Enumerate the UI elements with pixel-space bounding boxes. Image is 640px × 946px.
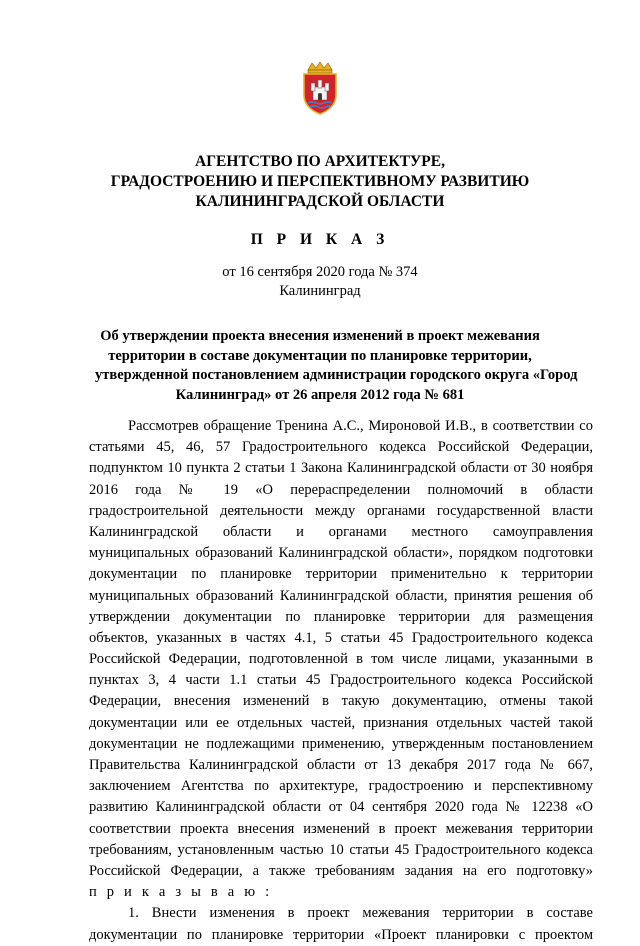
body-line: Правительства Калининградской области от 13 декабря 2017 года № 667,	[89, 757, 593, 773]
body-line: документации или ее отдельных частей, признания отдельных частей такой	[89, 714, 593, 731]
body-line: документации по планировке территории «Проект планировки с проектом	[89, 926, 593, 943]
order-date: от 16 сентября 2020 года № 374	[222, 264, 418, 280]
body-line: объектов, указанных в частях 4.1, 5 статьи 45 Градостроительного кодекса	[89, 629, 593, 646]
body-line: Рассмотрев обращение Тренина А.С., Мироновой И.В., в соответствии со	[128, 418, 593, 434]
order-date-block	[60, 263, 580, 301]
body-line: утверждении документации по планировке территории для размещения	[89, 608, 593, 625]
body-line: документации по планировке территории применительно к территории	[89, 566, 593, 583]
document-body	[89, 416, 593, 946]
order-title: П Р И К А З	[250, 231, 390, 248]
body-line: Калининградской области и органами местного самоуправления	[89, 523, 593, 540]
body-line: 2016 года № 19 «О перераспределении полномочий в области	[89, 481, 593, 498]
agency-name	[60, 152, 580, 212]
body-line-item-1: 1. Внести изменения в проект межевания территории в составе	[128, 905, 593, 922]
body-line: Федерации, внесения изменений в такую документацию, отмены такой	[89, 693, 593, 710]
document-title-line: утвержденной постановлением администрации городского округа «Город	[95, 367, 578, 383]
body-line: Российской Федерации, подготовленной в том числе лицами, указанными в	[89, 651, 593, 668]
body-line: заключением Агентства по архитектуре, градостроению и перспективному	[89, 778, 593, 795]
body-line: муниципальных образований Калининградской области, принятия решения об	[89, 587, 593, 604]
agency-line: АГЕНТСТВО ПО АРХИТЕКТУРЕ,	[195, 153, 445, 170]
document-title-line: Об утверждении проекта внесения изменений в проект межевания	[100, 328, 540, 344]
order-city: Калининград	[279, 283, 361, 299]
body-line: подпунктом 10 пункта 2 статьи 1 Закона Калининградской области от 30 ноября	[89, 460, 593, 477]
document-title-line: территории в составе документации по планировке территории,	[108, 347, 532, 364]
body-line: соответствии проекта внесения изменений в проект межевания территории	[89, 820, 593, 837]
body-line: статьями 45, 46, 57 Градостроительного кодекса Российской Федерации,	[89, 439, 593, 456]
body-line: градостроительной деятельности между органами государственной власти	[89, 502, 593, 519]
agency-line: ГРАДОСТРОЕНИЮ И ПЕРСПЕКТИВНОМУ РАЗВИТИЮ	[110, 173, 530, 190]
coat-of-arms-icon	[300, 61, 340, 115]
agency-line: КАЛИНИНГРАДСКОЙ ОБЛАСТИ	[195, 193, 445, 210]
body-line: Российской Федерации, а также требованиям задания на его подготовку»	[89, 862, 593, 879]
body-line: муниципальных образований Калининградской области», порядком подготовки	[89, 545, 593, 562]
body-line: пунктах 3, 4 части 1.1 статьи 45 Градостроительного кодекса Российской	[89, 672, 593, 689]
body-line: требованиям, установленным частью 10 статьи 45 Градостроительного кодекса	[89, 841, 593, 858]
body-line: документации не подлежащими применению, утвержденным постановлением	[89, 735, 593, 752]
document-title-line: Калининград» от 26 апреля 2012 года № 681	[175, 386, 465, 403]
document-title	[95, 327, 578, 405]
body-line-order-word: п р и к а з ы в а ю :	[89, 884, 273, 901]
body-line: развитию Калининградской области от 04 сентября 2020 года № 12238 «О	[89, 799, 593, 816]
